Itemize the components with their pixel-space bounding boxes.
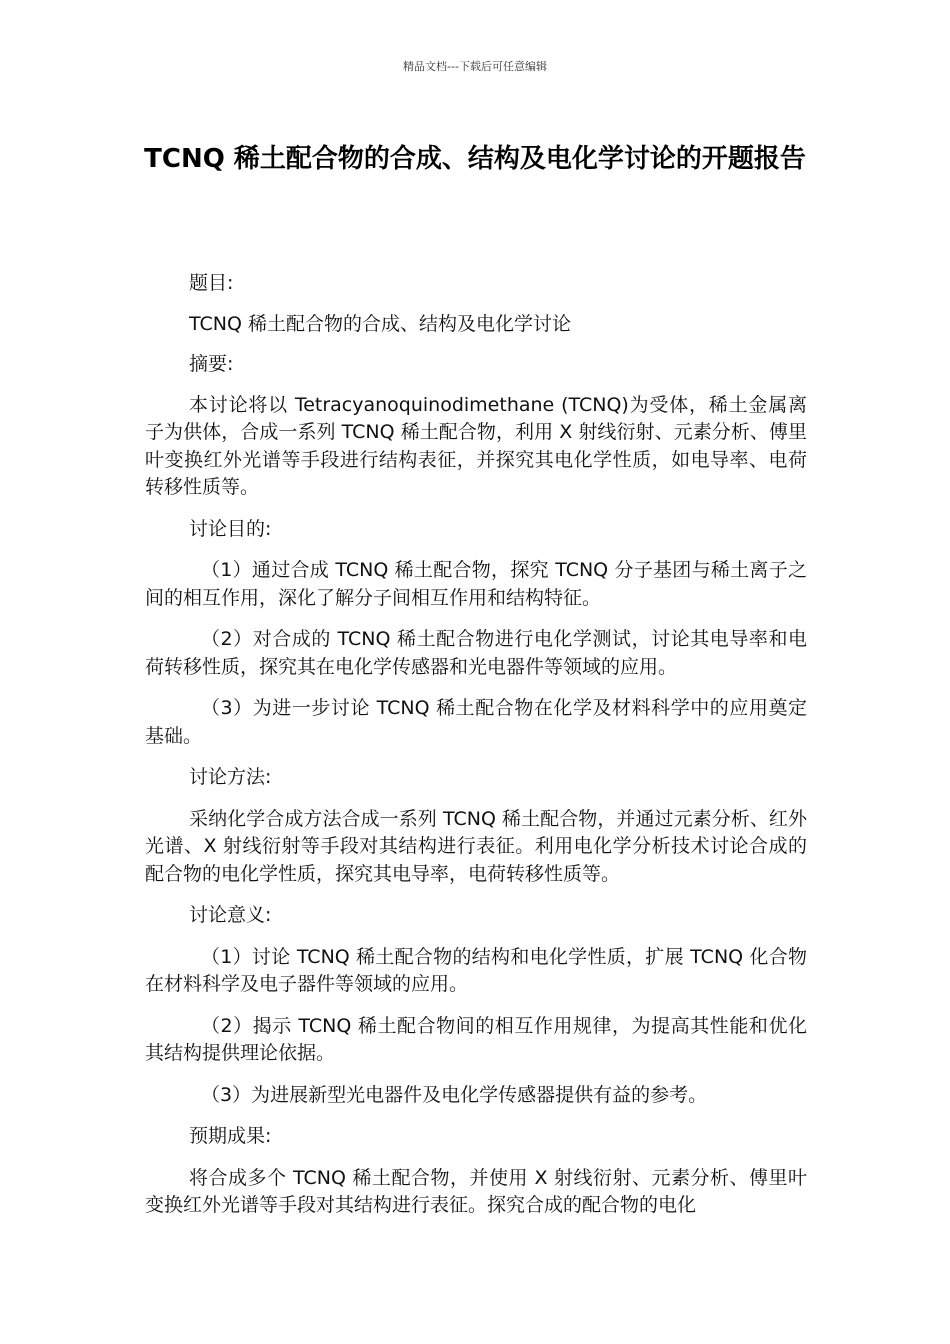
results-text: 将合成多个 TCNQ 稀土配合物，并使用 X 射线衍射、元素分析、傅里叶变换红外光谱等手段对其结构进行表征。探究合成的配合物的电化 xyxy=(145,1166,807,1216)
method-text: 采纳化学合成方法合成一系列 TCNQ 稀土配合物，并通过元素分析、红外光谱、X 射线衍射等手段对其结构进行表征。利用电化学分析技术讨论合成的配合物的电化学性质，探究其电导率，电荷转移性质等。 xyxy=(145,807,807,885)
topic-text: TCNQ 稀土配合物的合成、结构及电化学讨论 xyxy=(189,312,571,335)
document-body xyxy=(145,270,807,1220)
header-note: 精品文档---下载后可任意编辑 xyxy=(403,60,547,73)
method-label: 讨论方法: xyxy=(189,766,272,788)
significance-item-3: （3）为进展新型光电器件及电化学传感器提供有益的参考。 xyxy=(201,1083,708,1106)
purpose-item-2: （2）对合成的 TCNQ 稀土配合物进行电化学测试，讨论其电导率和电荷转移性质，探究其在电化学传感器和光电器件等领域的应用。 xyxy=(145,628,807,678)
results-label: 预期成果: xyxy=(189,1125,272,1147)
significance-label: 讨论意义: xyxy=(189,904,272,926)
purpose-label: 讨论目的: xyxy=(189,517,272,540)
purpose-item-1: （1）通过合成 TCNQ 稀土配合物，探究 TCNQ 分子基团与稀土离子之间的相互作用，深化了解分子间相互作用和结构特征。 xyxy=(145,559,807,609)
purpose-item-3: （3）为进一步讨论 TCNQ 稀土配合物在化学及材料科学中的应用奠定基础。 xyxy=(145,697,807,747)
document-title: TCNQ 稀土配合物的合成、结构及电化学讨论的开题报告 xyxy=(144,144,806,174)
significance-item-1: （1）讨论 TCNQ 稀土配合物的结构和电化学性质，扩展 TCNQ 化合物在材料科学及电子器件等领域的应用。 xyxy=(145,945,807,995)
significance-item-2: （2）揭示 TCNQ 稀土配合物间的相互作用规律，为提高其性能和优化其结构提供理论依据。 xyxy=(145,1014,807,1064)
abstract-label: 摘要: xyxy=(189,353,234,375)
topic-label: 题目: xyxy=(189,272,234,294)
abstract-text: 本讨论将以 Tetracyanoquinodimethane (TCNQ)为受体，稀土金属离子为供体，合成一系列 TCNQ 稀土配合物，利用 X 射线衍射、元素分析、傅里叶变换红外光谱等手段进行结构表征，并探究其电化学性质，如电导率、电荷转移性质等。 xyxy=(145,393,807,498)
